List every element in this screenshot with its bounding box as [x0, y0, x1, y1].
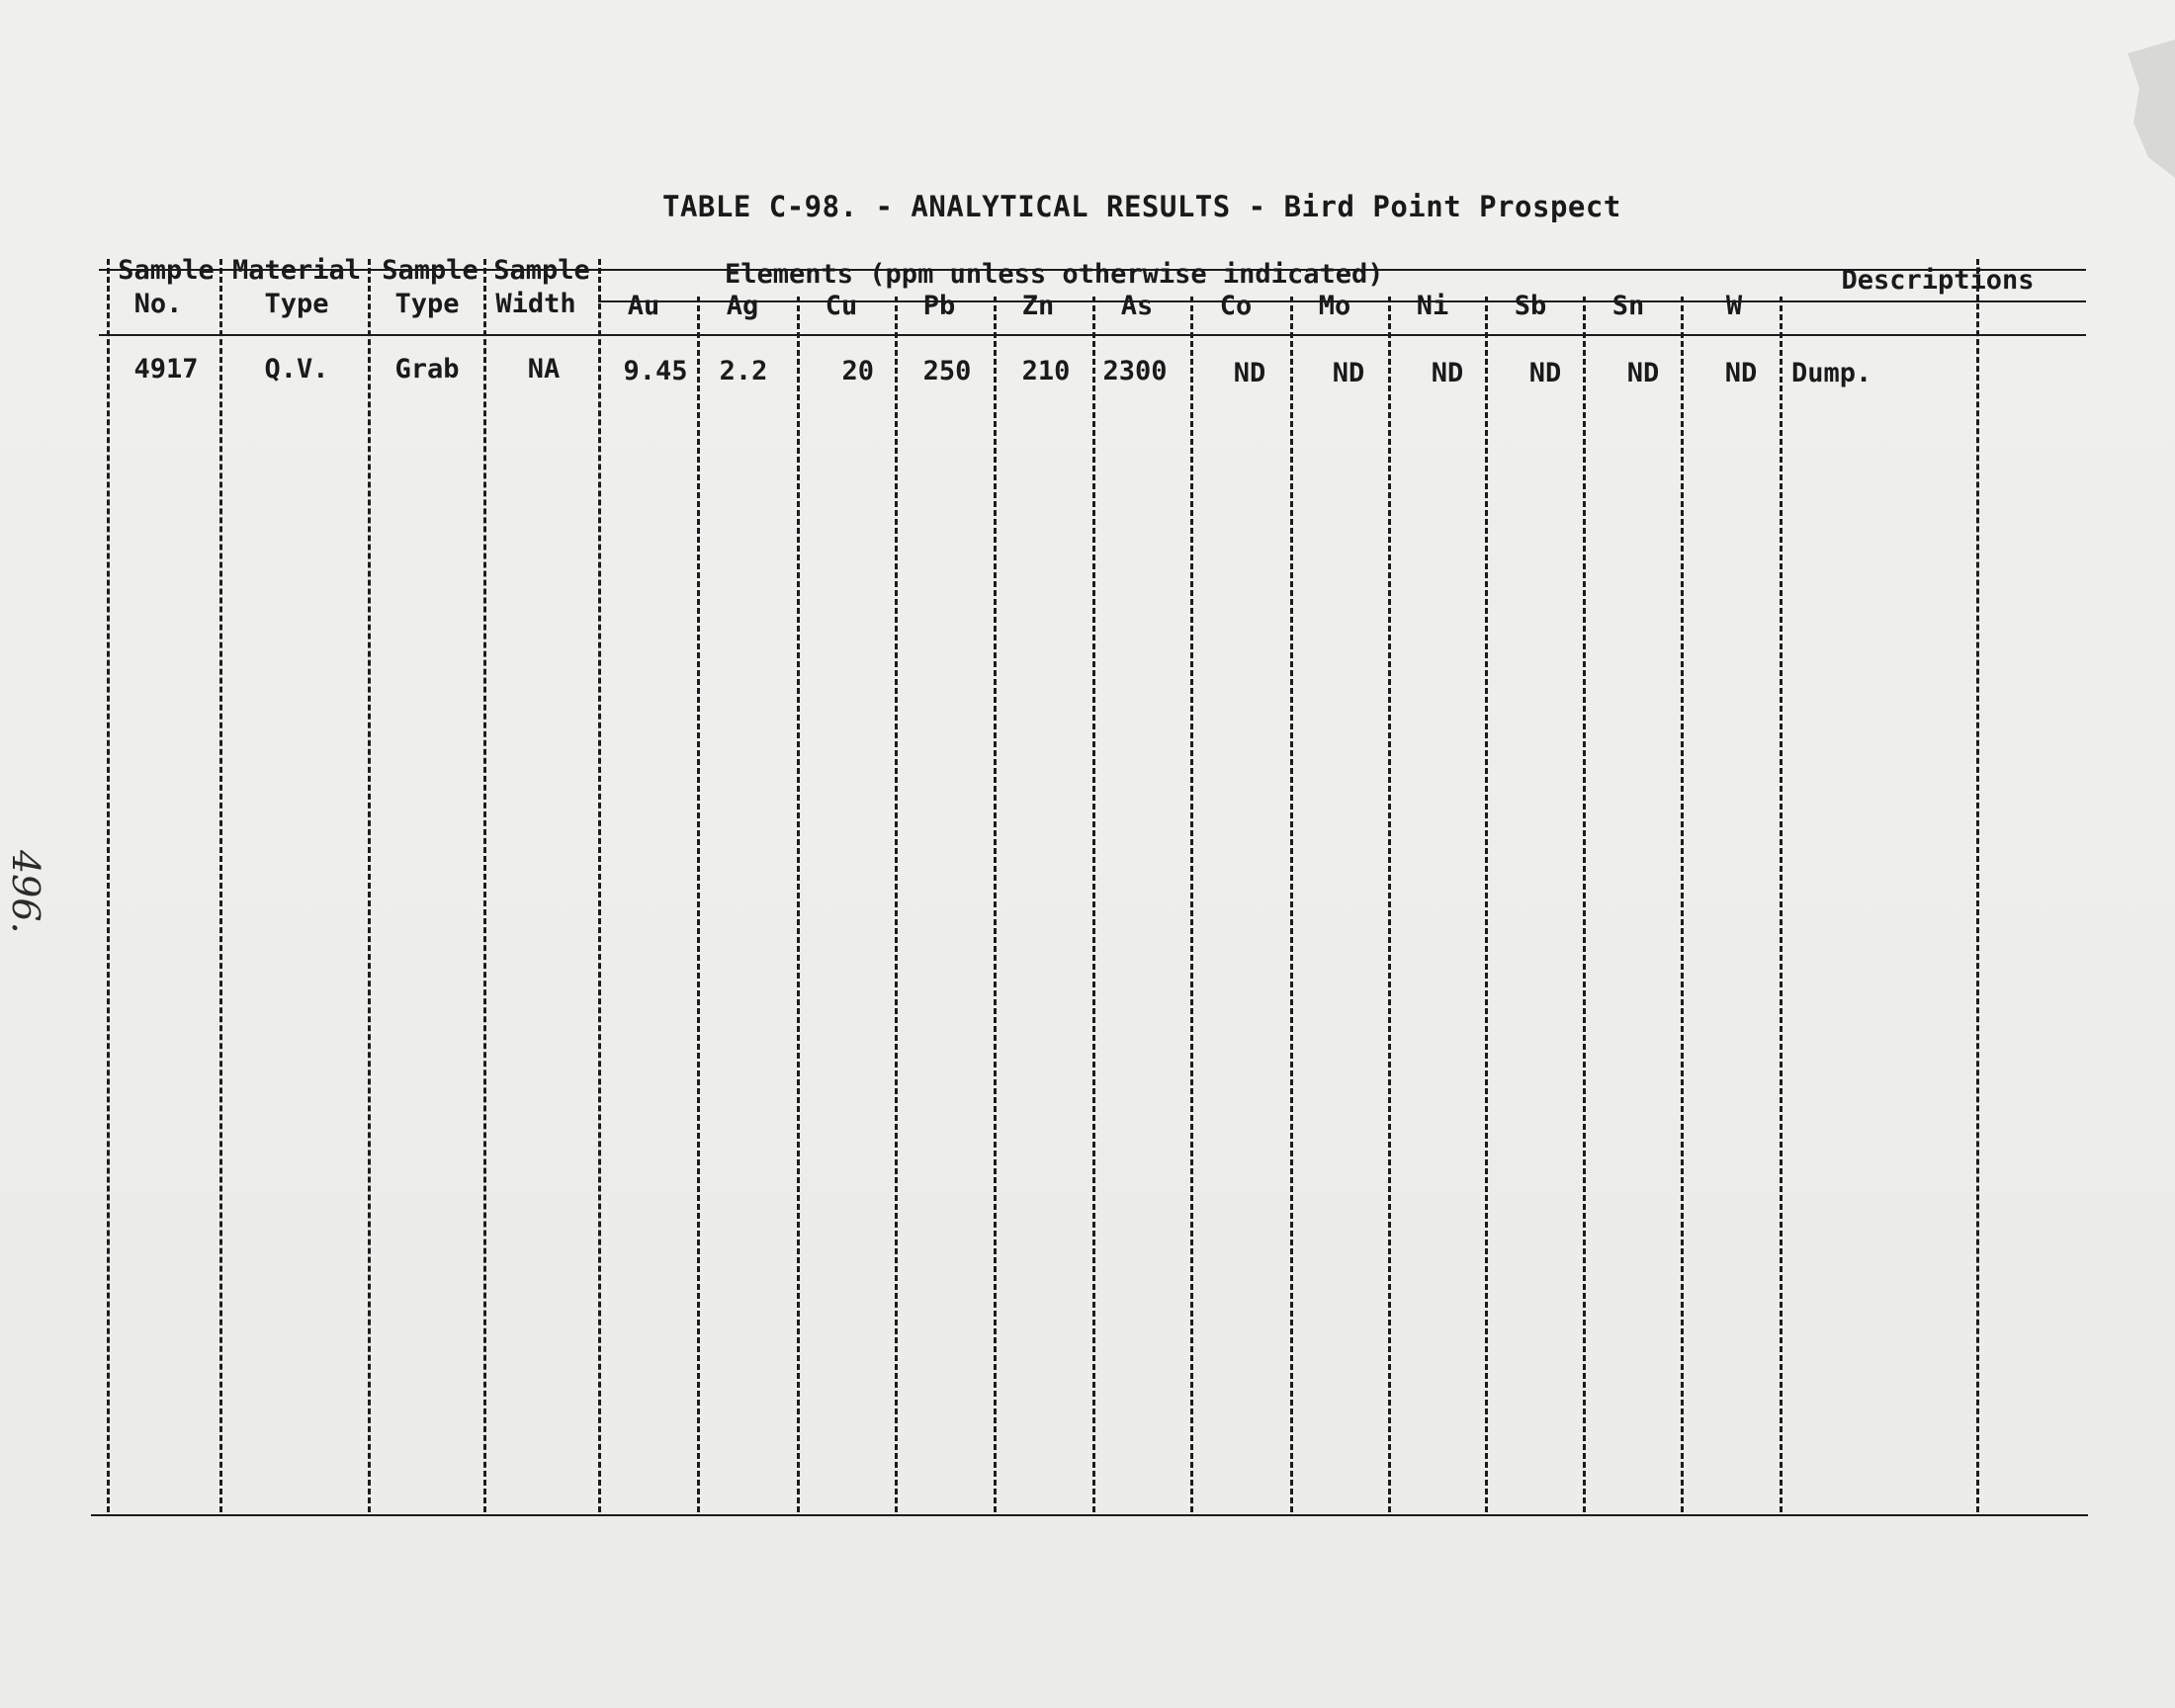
header-sample-width-line1: Sample	[493, 255, 590, 286]
header-element-pb: Pb	[922, 291, 956, 321]
column-rule	[219, 259, 222, 1512]
element-column-rule	[1388, 297, 1391, 1512]
row-value-pb: 250	[922, 356, 972, 386]
row-sample-type: Grab	[394, 354, 460, 384]
row-value-co: ND	[1233, 358, 1266, 388]
header-descriptions: Descriptions	[1841, 265, 2035, 296]
header-sample-type-line1: Sample	[382, 255, 478, 286]
element-column-rule	[1485, 297, 1488, 1512]
handwritten-page-number: 496.	[4, 850, 47, 934]
header-element-ni: Ni	[1416, 291, 1449, 321]
element-column-rule	[1190, 297, 1193, 1512]
header-sample-no-line1: Sample	[118, 255, 215, 286]
element-column-rule	[994, 297, 997, 1512]
table-title: TABLE C-98. - ANALYTICAL RESULTS - Bird Point Prospect	[662, 190, 1621, 223]
element-column-rule	[697, 297, 700, 1512]
header-material-type-line2: Type	[264, 289, 329, 319]
header-material-type-line1: Material	[231, 255, 362, 286]
header-element-mo: Mo	[1318, 291, 1351, 321]
header-elements-group: Elements (ppm unless otherwise indicated)	[725, 259, 1384, 290]
element-column-rule	[797, 297, 800, 1512]
row-value-mo: ND	[1332, 358, 1365, 388]
header-element-co: Co	[1219, 291, 1253, 321]
header-sample-no-line2: No.	[133, 289, 183, 319]
column-rule	[368, 259, 371, 1512]
header-element-w: W	[1725, 291, 1743, 321]
row-value-au: 9.45	[623, 356, 688, 386]
row-value-sn: ND	[1626, 358, 1660, 388]
row-value-as: 2300	[1102, 356, 1168, 386]
row-value-w: ND	[1724, 358, 1758, 388]
row-value-ni: ND	[1431, 358, 1464, 388]
row-value-ag: 2.2	[719, 356, 768, 386]
column-rule	[107, 259, 110, 1512]
column-rule	[1976, 259, 1979, 1512]
element-column-rule	[1780, 297, 1783, 1512]
row-value-sb: ND	[1528, 358, 1562, 388]
header-element-au: Au	[627, 291, 660, 321]
element-column-rule	[1092, 297, 1095, 1512]
header-element-as: As	[1120, 291, 1154, 321]
header-element-cu: Cu	[825, 291, 858, 321]
torn-corner	[2116, 40, 2175, 178]
header-sample-type-line2: Type	[394, 289, 460, 319]
table-bottom-rule	[91, 1514, 2088, 1516]
row-material-type: Q.V.	[264, 354, 329, 384]
header-element-sb: Sb	[1514, 291, 1547, 321]
row-value-cu: 20	[841, 356, 874, 386]
element-column-rule	[895, 297, 898, 1512]
column-rule	[598, 259, 601, 1512]
column-rule	[483, 259, 486, 1512]
element-column-rule	[1681, 297, 1684, 1512]
header-sample-width-line2: Width	[495, 289, 576, 319]
row-sample-width: NA	[527, 354, 561, 384]
row-value-zn: 210	[1021, 356, 1071, 386]
header-element-zn: Zn	[1021, 291, 1055, 321]
header-element-sn: Sn	[1611, 291, 1645, 321]
header-element-ag: Ag	[726, 291, 759, 321]
row-description: Dump.	[1791, 358, 1872, 388]
element-column-rule	[1583, 297, 1586, 1512]
element-column-rule	[1290, 297, 1293, 1512]
row-sample-no: 4917	[133, 354, 199, 384]
